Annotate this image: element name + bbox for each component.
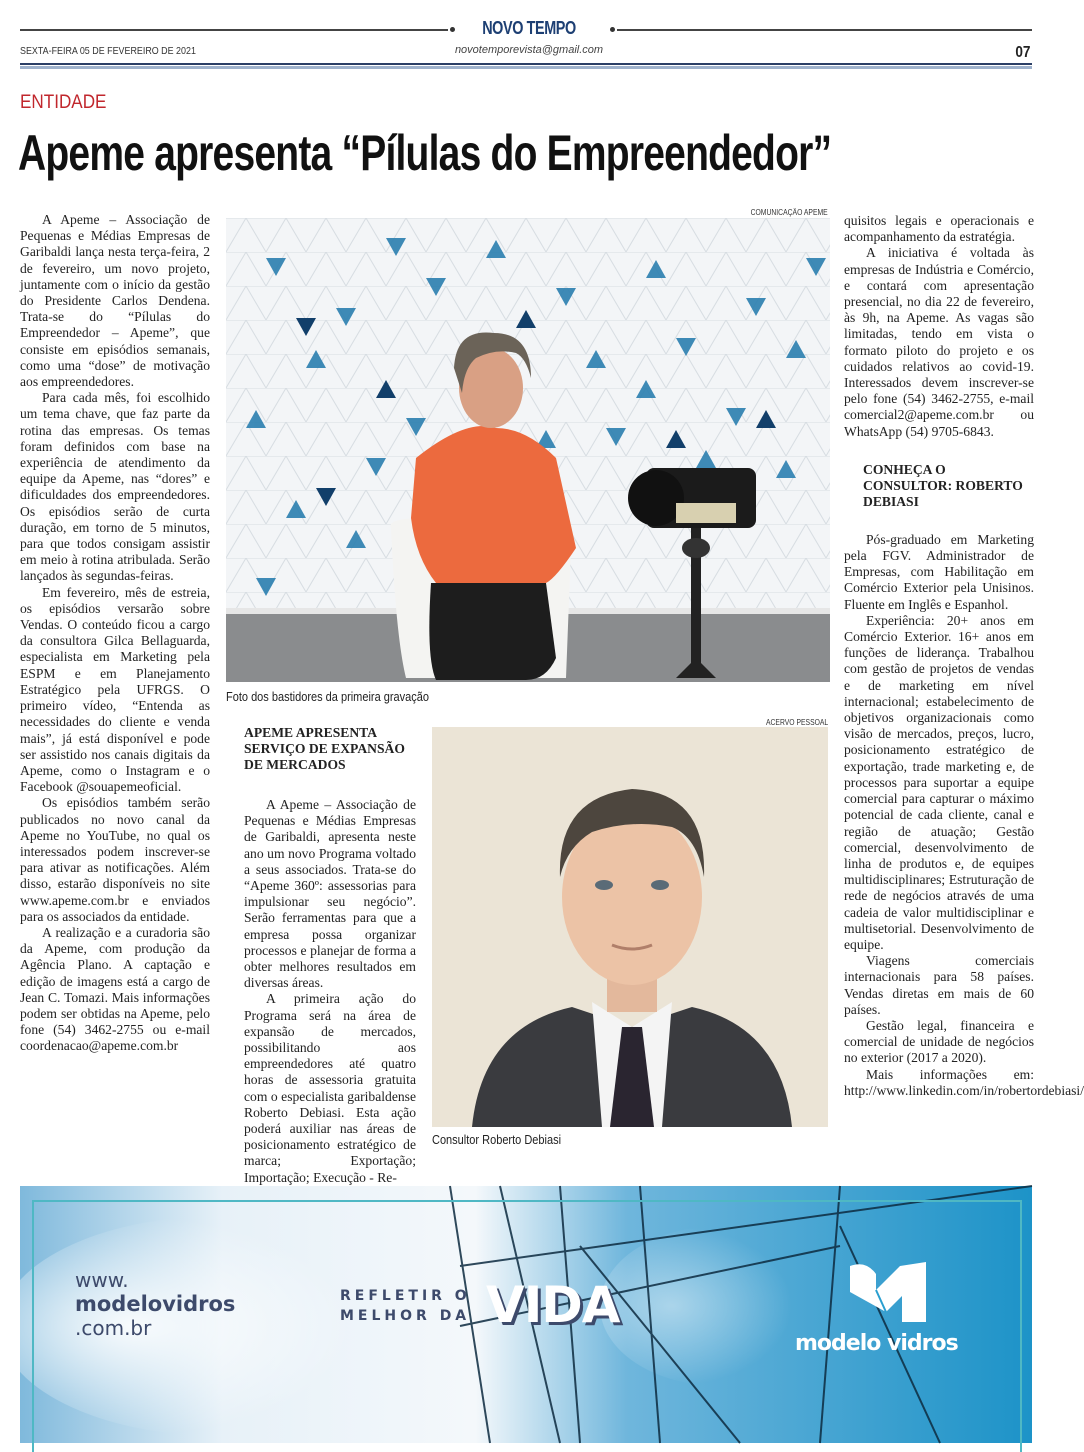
header-divider [20, 63, 1032, 65]
paragraph: Pós-graduado em Marketing pela FGV. Administrador de Empresas, com Habilitação em Comércio Exterior pela Unisinos. Fluente em Inglês e Espanhol. [844, 531, 1034, 612]
headline: Apeme apresenta “Pílulas do Empreendedor” [18, 125, 832, 181]
photo-caption: Foto dos bastidores da primeira gravação [226, 690, 430, 704]
paragraph: A realização e a curadoria são da Apeme, com produção da Agência Plano. A captação e edição de imagens está a cargo de Jean C. Tomazi. Mais informações podem ser obtidas na Apeme, pelo fone (54) 3462-2755 ou e-mail coordenacao@apeme.com.br [20, 924, 210, 1054]
ad-url-prefix: www. [75, 1268, 129, 1292]
consultant-subtitle: CONHEÇA O CONSULTOR: ROBERTO DEBIASI [863, 461, 1023, 509]
paragraph: A iniciativa é voltada às empresas de Indústria e Comércio, e contará com apresentação presencial, no dia 22 de fevereiro, às 9h, na Apeme. As vagas são limitadas, tendo em vista o formato piloto do projeto e os cuidados relativos ao covid-19. Interessados devem inscrever-se pelo fone (54) 3462-2755, e-mail comercial2@apeme.com.br ou WhatsApp (54) 9705-6843. [844, 245, 1034, 439]
paragraph: A Apeme – Associação de Pequenas e Médias Empresas de Garibaldi lança nesta terça-feira, 2 de fevereiro, um novo projeto, juntamente com o início da gestão do Presidente Carlos Dendena. Trata-se do “Pílulas do Empreendedor – Apeme”, que consiste em episódios semanais, como uma “dose” de motivação aos empreendedores. [20, 212, 210, 390]
paragraph: Experiência: 20+ anos em Comércio Exterior. 16+ anos em funções de liderança. Trabalhou com gestão de projetos de vendas e de marketing em nível internacional; estabelecimento de objetivos organizacionais como visão de mercados, preços, lucro, posicionamento estratégico de exportação, trade marketing e, de processos para suportar a equipe comercial para capturar o máximo potencial de cada cliente, canal e região de atuação; Gestão comercial, desenvolvimento de linha de produtos e, de equipes multidisciplinares; Estruturação de rede de negócios através de uma cadeia de valor multidisciplinar e multisetorial. Desenvolvimento de equipe. [844, 612, 1034, 952]
ad-url-suffix: .com.br [75, 1316, 152, 1340]
paragraph: quisitos legais e operacionais e acompanhamento da estratégia. [844, 213, 1034, 245]
masthead-rule-right [617, 29, 1032, 31]
photo-caption: Consultor Roberto Debiasi [432, 1133, 562, 1147]
ad-url-name: modelovidros [75, 1292, 236, 1316]
paragraph: Mais informações em: http://www.linkedin.com/in/robertordebiasi/ [844, 1066, 1084, 1098]
portrait-illustration [432, 727, 828, 1127]
ad-slogan [340, 1286, 471, 1326]
ad-slogan-line2: MELHOR DA [340, 1308, 471, 1324]
advertisement-banner[interactable] [20, 1186, 1032, 1443]
sidebar-title: APEME APRESENTA SERVIÇO DE EXPANSÃO DE MERCADOS [244, 725, 405, 772]
photo-portrait-consultant [432, 727, 828, 1127]
publication-email: novotemporevista@gmail.com [454, 44, 604, 56]
paragraph: A primeira ação do Programa será na área de expansão de mercados, possibilitando aos empreendedores até quatro horas de assessoria gratuita com o especialista garibaldense Roberto Debiasi. Esta ação poderá auxiliar nas áreas de posicionamento estratégico de marca; Exportação; Importação; Execução - Re- [244, 991, 416, 1185]
paragraph: Viagens comerciais internacionais para 58 países. Vendas diretas em mais de 60 países. [844, 953, 1034, 1017]
article-column-3 [844, 213, 1084, 1099]
ad-brand-name: modelo vidros [795, 1331, 958, 1356]
issue-date: SEXTA-FEIRA 05 DE FEVEREIRO DE 2021 [20, 45, 196, 57]
publication-name: NOVO TEMPO [482, 18, 576, 38]
paragraph: Em fevereiro, mês de estreia, os episódios versarão sobre Vendas. O conteúdo ficou a cargo da consultora Gilca Bellaguarda, especialista em Marketing pela ESPM e em Planejamento Estratégico pela UFRGS. O primeiro vídeo, “Entenda as necessidades do cliente e venda mais”, já está disponível e pode ser assistido nos canais digitais da Apeme, como o Instagram e o Facebook @souapemeoficial. [20, 584, 210, 795]
photo-credit: COMUNICAÇÃO APEME [750, 208, 828, 217]
ad-website[interactable] [75, 1268, 235, 1340]
section-label: ENTIDADE [20, 92, 107, 113]
masthead-dot-right [610, 27, 615, 32]
paragraph: A Apeme – Associação de Pequenas e Médias Empresas de Garibaldi, apresenta neste ano um novo Programa voltado a seus associados. Trata-se do “Apeme 360º: assessorias para impulsionar seu negócio”. Serão ferramentas para que a empresa possa organizar processos e planejar de forma a obter melhores resultados em diversas áreas. [244, 797, 416, 991]
paragraph: Para cada mês, foi escolhido um tema chave, que faz parte da rotina das empresas. Os temas foram definidos com base na experiência de atendimento da equipe da Apeme, nas “dores” e dificuldades dos empreendedores. Os episódios serão de curta duração, em torno de 5 minutos, para que todos consigam assistir em meio à rotina atribulada. Serão lançados às segundas-feiras. [20, 390, 210, 584]
ad-slogan-emphasis: VIDA [486, 1276, 620, 1334]
ad-slogan-line1: REFLETIR O [340, 1288, 471, 1304]
photo-interview-recording [226, 218, 830, 682]
page-number: 07 [1015, 44, 1031, 61]
paragraph: Os episódios também serão publicados no novo canal da Apeme no YouTube, no qual os interessados podem inscrever-se para ativar as notificações. Além disso, estarão disponíveis no site www.apeme.com.br e enviados para os associados da entidade. [20, 795, 210, 924]
article-column-1 [20, 212, 210, 1055]
photo-credit: ACERVO PESSOAL [765, 718, 828, 727]
sidebar-column [244, 725, 416, 1186]
photo-illustration [226, 218, 830, 682]
header-divider-accent [20, 66, 1032, 69]
modelo-vidros-logo-icon [846, 1262, 930, 1326]
paragraph: Gestão legal, financeira e comercial de unidade de negócios no exterior (2017 a 2020). [844, 1017, 1034, 1066]
